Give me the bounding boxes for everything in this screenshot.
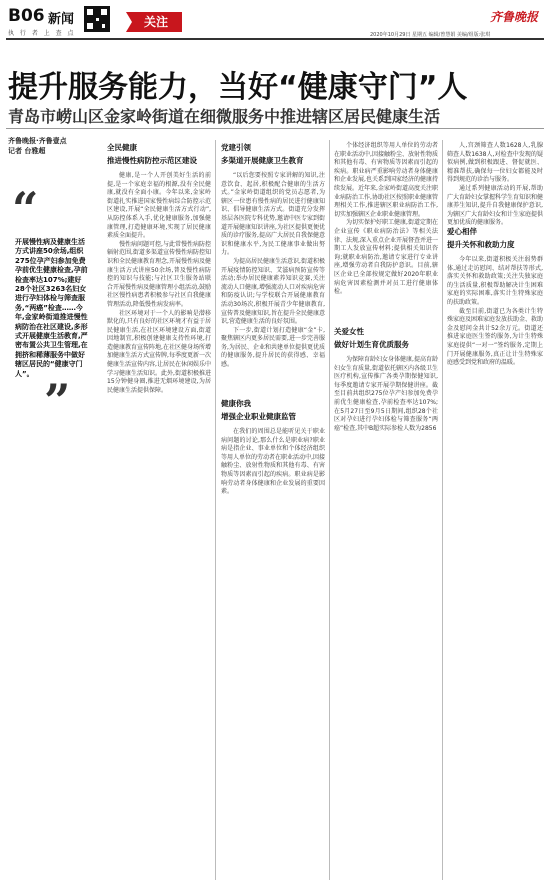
page-number: B06 bbox=[8, 6, 45, 26]
paragraph: 今年以来,街道积极关注弱势群体,通过走访慰问、结对帮扶等形式,落实关怀和救助政策;关注失独家庭的生活质量,积极帮助解决计生困难家庭的实际困难,落实计生特殊家庭的扶助政策。 bbox=[447, 256, 543, 306]
pull-quote: 开展慢性病及健康生活方式讲座50余场,组织275位孕产妇参加免费孕前优生健康检查,孕前检查率达107%;建好28个社区3263名妇女进行孕妇体检与筛查服务,“两癌”检查……今年,金家岭街道推进慢性病防治在社区建设,多形式开展健康生活教育,严密布置公共卫生管理,在拥挤和稀薄服务中做好辖区居民的“健康守门人”。 bbox=[15, 238, 88, 378]
col2-heading-1: 党建引领 bbox=[221, 143, 251, 152]
paragraph: 人,宫颈筛查人数1628人,乳腺筛查人数1638人,对检查中发现的疑似病例,做到积极跟进、督促就医、精准帮扶,确保每一位妇女都能及时得到规范的诊治与服务。 bbox=[447, 142, 543, 184]
paragraph: 为保障育龄妇女身体健康,提高育龄妇女生育质量,街道依托辖区内各级卫生医疗机构,宣传推广各类孕期保健知识,每季度邀请专家开展孕期保健讲座。截至目前共组织275位孕产妇参加免费孕前优生健康检查,孕前检查率达107%;在5月27日至9月5日期间,组织28个社区对孕妇进行孕妇体检与筛查服务“两癌”检查,其中B超实际参检人数为2856 bbox=[334, 356, 438, 432]
byline-reporter: 记者 台雅超 bbox=[8, 147, 46, 155]
byline bbox=[8, 136, 67, 156]
topic-banner: 关注 bbox=[132, 12, 182, 32]
headline: 提升服务能力，当好“健康守门”人 bbox=[8, 70, 468, 105]
column-divider bbox=[329, 140, 330, 880]
col3-body-2 bbox=[334, 356, 438, 474]
dateline: 2020年10月29日 星期五 编辑/曾慧娟 美编/组版:张琪 bbox=[370, 32, 491, 38]
col4-heading-2: 提升关怀和救助力度 bbox=[447, 240, 515, 249]
paragraph: 下一步,街道计划打造健康“金”卡,聚焦辖区内更多居民需要,进一步完善服务,为居民、企业和共建单位提供更优质的健康服务,提升居民的获得感、幸福感。 bbox=[221, 326, 325, 369]
byline-source: 齐鲁晚报·齐鲁壹点 bbox=[8, 137, 67, 145]
col2-body bbox=[221, 172, 325, 396]
section-name: 新闻 bbox=[48, 12, 75, 27]
paragraph: 截至目前,街道已为各类计生特殊家庭及困难家庭发放扶助金、救助金及慰问金共计52余万元。街道还推进家庭医生签约服务,为计生特殊家庭提供“一对一”签约服务,定期上门开展健康服务,真正让计生特殊家庭感受到党和政府的温暖。 bbox=[447, 307, 544, 367]
paragraph: 社区环境对于一个人的影响是潜移默化的,只有良好的社区环境才有益于居民健康生活,在社区环境建设方面,街道因地制宜,积极创建健康支持性环境,打造健康教育宣传阵地,在社区健身场所增加健康生活方式宣传牌,每季度更新一次健康生活宣传内容,让居民在休闲娱乐中学习健康生活知识。此外,街道积极推进15分钟健身圈,推进无烟环境建设,为居民健康生活提供保障。 bbox=[107, 309, 211, 394]
column-divider bbox=[215, 140, 216, 880]
headline-rule bbox=[6, 128, 544, 129]
col3-heading-2: 做好计划生育优质服务 bbox=[334, 340, 409, 349]
quote-close-icon: ” bbox=[44, 374, 71, 428]
col1-heading-1: 全民健康 bbox=[107, 143, 137, 152]
paragraph: 健康,是一个人开创美好生活的前提,是一个家庭幸福的根源,没有全民健康,就没有全面小康。今年以来,金家岭街道扎实推进国家慢性病综合防控示范区建设,开展“全民健康生活方式行动”,从防控体系入手,优化健康服务,加强健康管理,打造健康环境,实现了居民健康素质全面提升。 bbox=[107, 172, 211, 240]
paragraph: “以后您要按照专家讲解的知识,注意饮食、起居,积极配合健康的生活方式。”金家岭街道组织的党员志愿者,为辖区一位患有慢性病的居民进行健康知识、倡导健康生活方式。街道充分发挥基层各医院专科优势,邀请中医专家到街道开展健康知识讲座,为社区提供更便优质的诊疗服务,提高广大居民自我保健意识和健康水平,为民工健康事业做出努力。 bbox=[221, 172, 325, 257]
col2-heading-2: 多渠道开展健康卫生教育 bbox=[221, 156, 304, 165]
paragraph: 在我们的周围总是能听见关于职业病问题的讨论,那么什么是职业病?职业病是指企业、事业单位和个体经济组织等用人单位的劳动者在职业活动中,因接触粉尘、放射性物质和其他有毒、有害物质等因素而引起的疾病。职业病是影响劳动者身体健康和企业发展的重要因素。 bbox=[221, 428, 325, 496]
col1-heading-2: 推进慢性病防控示范区建设 bbox=[107, 156, 197, 165]
quote-open-icon: “ bbox=[12, 182, 39, 236]
paragraph: 个体经济组织等用人单位的劳动者在职业活动中,因接触粉尘、放射性物质和其他有毒、有害物质等因素而引起的疾病。职业病严重影响劳动者身体健康和企业发展,也关系到国家经济的健康持续发展。近年来,金家岭街道高度关注职业病防治工作,协助社区按照职业健康管理相关工作,推进辖区职业病防治工作,切实加强辖区企业职业健康管理。 bbox=[334, 142, 438, 218]
qr-code-icon bbox=[84, 6, 110, 32]
col2-heading-4: 增强企业职业健康监管 bbox=[221, 412, 296, 421]
col2-heading-3: 健康你我 bbox=[221, 399, 251, 408]
paper-logo: 齐鲁晚报 bbox=[490, 10, 539, 24]
paragraph: 慢性病问题可控,与此常慢性病防控辐射范围,街道多渠道宣传慢性病防控知识和全民健康教育理念,开展慢性病及健康生活方式讲座50余场,普及慢性病防控的知识与技能;与社区卫生服务站联合开展慢性病及健康管理小组活动,鼓励社区慢性病患者积极参与社区自我健康管理活动,降低慢性病发病率。 bbox=[107, 240, 211, 308]
subheadline: 青岛市崂山区金家岭街道在细微服务中推进辖区居民健康生活 bbox=[8, 107, 441, 126]
col4-body-2 bbox=[447, 256, 543, 486]
column-divider bbox=[442, 140, 443, 880]
col4-heading-1: 爱心相伴 bbox=[447, 227, 477, 236]
masthead-rule bbox=[6, 38, 544, 40]
col2-body-2 bbox=[221, 428, 325, 496]
paragraph: 为提高居民健康生活意识,街道积极开展疫情防控知识、艾滋病预防宣传等活动;举办居民健康素养知识竞赛,关注流动人口健康,增强流动人口对疾病危害和防疫认识;与学校联合开展健康教育活动30场次,积极开展青少年健康教育,宣传普及健康知识,旨在提升全民健康意识,营造健康生活的良好氛围。 bbox=[221, 257, 325, 326]
col4-body bbox=[447, 142, 544, 227]
col3-body bbox=[334, 142, 438, 320]
paragraph: 通过系列健康活动的开展,帮助广大育龄妇女掌握科学生育知识和健康养生知识,提升自我健康保护意识,为辖区广大育龄妇女和计生家庭提供更加优质的健康服务。 bbox=[447, 184, 544, 227]
section-subline: 执 行 者 上 查 点 bbox=[8, 30, 76, 37]
col1-body bbox=[107, 172, 211, 882]
paragraph: 为切实保护好职工健康,街道定期在企业宣传《职业病防治法》等相关法律、法规,深入重点企业开展督查并进一期工人发放宣传材料;提供相关知识咨询;就职业病防治,邀请专家进行专业讲座,增强劳动者自我防护意识。目前,辖区企业已全部按规定做好2020年职业病危害因素检测并对员工进行健康体检。 bbox=[334, 219, 438, 296]
col3-heading-1: 关爱女性 bbox=[334, 327, 364, 336]
